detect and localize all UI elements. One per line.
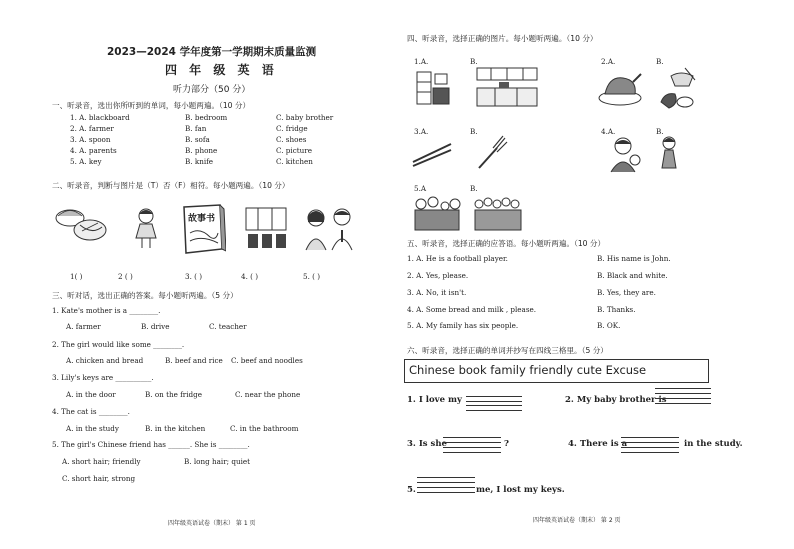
s6-q5-line-1 <box>417 477 475 478</box>
section-2-heading: 二、听录音，判断与图片是（T）否（F）相符。每小题两遍。（10 分） <box>52 181 290 190</box>
s3-q5-c: C. short hair, strong <box>62 474 136 483</box>
s1-row-2-a: 2. A. farmer <box>70 124 114 133</box>
exam-title: 2023—2024 学年度第一学期期末质量监测 <box>107 46 317 58</box>
s4-4b-label: B. <box>656 127 664 136</box>
s5-row-3-a: 3. A. No, it isn't. <box>407 288 467 297</box>
s5-row-4-a: 4. A. Some bread and milk , please. <box>407 305 537 314</box>
s5-row-2-b: B. Black and white. <box>597 271 668 280</box>
s6-q1-text: 1. I love my <box>407 395 462 405</box>
s1-row-4-a: 4. A. parents <box>70 146 117 155</box>
s6-q5-answer-line[interactable] <box>417 487 475 488</box>
word-bank: Chinese book family friendly cute Excuse <box>409 363 647 377</box>
s1-row-3-c: C. shoes <box>276 135 307 144</box>
s1-row-3-a: 3. A. spoon <box>70 135 111 144</box>
s3-q4-a: A. in the study <box>66 424 119 433</box>
right-page <box>397 0 794 549</box>
section-4-heading: 四、听录音，选择正确的图片。每小题听两遍。（10 分） <box>407 34 598 43</box>
s1-row-1-a: 1. A. blackboard <box>70 113 130 122</box>
s4-2b-label: B. <box>656 57 664 66</box>
s3-q1-a: A. farmer <box>66 322 101 331</box>
s2-blank-5[interactable]: 5. ( ) <box>303 272 321 281</box>
s5-row-1-a: 1. A. He is a football player. <box>407 254 508 263</box>
s6-q4-line-2 <box>621 442 679 443</box>
s6-q4-text: 4. There is a <box>568 439 628 449</box>
s1-row-1-c: C. baby brother <box>276 113 334 122</box>
section-6-heading: 六、听录音，选择正确的单词并抄写在四线三格里。（5 分） <box>407 346 608 355</box>
s6-q2-line-1 <box>655 388 711 389</box>
s3-q5: 5. The girl's Chinese friend has ______. She is ________. <box>52 440 250 449</box>
s2-blank-1[interactable]: 1( ) <box>70 272 83 281</box>
s1-row-5-c: C. kitchen <box>276 157 313 166</box>
s3-q3: 3. Lily's keys are __________. <box>52 373 154 382</box>
s4-5a-label: 5.A <box>414 184 427 193</box>
right-footer: 四年级英语试卷（期末） 第 2 页 <box>533 517 621 524</box>
s6-q4-line-1 <box>621 437 679 438</box>
s3-q3-b: B. on the fridge <box>145 390 202 399</box>
s6-q1-line-1 <box>466 396 522 397</box>
s3-q2-c: C. beef and noodles <box>231 356 303 365</box>
s6-q4-end: in the study. <box>684 439 743 449</box>
s1-row-5-a: 5. A. key <box>70 157 102 166</box>
s6-q5-line-2 <box>417 482 475 483</box>
s3-q1-c: C. teacher <box>209 322 247 331</box>
s2-blank-4[interactable]: 4. ( ) <box>241 272 259 281</box>
s1-row-2-b: B. fan <box>185 124 207 133</box>
s3-q4-c: C. in the bathroom <box>230 424 299 433</box>
s6-q3-end: ? <box>504 439 509 449</box>
s4-3a-label: 3.A. <box>414 127 429 136</box>
girl-picture <box>132 206 162 250</box>
s1-row-3-b: B. sofa <box>185 135 210 144</box>
s3-q3-a: A. in the door <box>66 390 116 399</box>
s6-q5-end: me, I lost my keys. <box>476 485 565 495</box>
storybook-label: 故事书 <box>188 214 216 224</box>
family-of-six-picture <box>473 194 523 232</box>
food-bowls-picture <box>52 203 110 243</box>
storybook-picture <box>180 203 226 255</box>
section-3-heading: 三、听对话，选出正确的答案。每小题听两遍。（5 分） <box>52 291 238 300</box>
family-of-four-picture <box>413 194 461 232</box>
listening-title: 听力部分（50 分） <box>173 85 251 95</box>
s6-q2-text: 2. My baby brother is <box>565 395 667 405</box>
s3-q2: 2. The girl would like some ________. <box>52 340 185 349</box>
chicken-dish-picture <box>597 68 643 108</box>
s4-1a-label: 1.A. <box>414 57 429 66</box>
s3-q2-a: A. chicken and bread <box>66 356 144 365</box>
s6-q2-line-2 <box>655 393 711 394</box>
bedroom-picture <box>415 68 451 108</box>
s6-q1-line-2 <box>466 401 522 402</box>
s4-3b-label: B. <box>470 127 478 136</box>
s3-q5-a: A. short hair; friendly <box>62 457 141 466</box>
kitchen-picture <box>475 66 539 108</box>
fork-picture <box>475 134 509 172</box>
s4-5b-label: B. <box>470 184 478 193</box>
left-footer: 四年级英语试卷（期末） 第 1 页 <box>168 520 256 527</box>
s1-row-4-b: B. phone <box>185 146 218 155</box>
s6-q3-line-4 <box>443 452 501 453</box>
girl-standing-picture <box>657 134 681 172</box>
chopsticks-picture <box>411 140 453 168</box>
s1-row-1-b: B. bedroom <box>185 113 228 122</box>
s3-q3-c: C. near the phone <box>235 390 301 399</box>
s3-q4-b: B. in the kitchen <box>145 424 206 433</box>
s6-q3-answer-line[interactable] <box>443 447 501 448</box>
s1-row-2-c: C. fridge <box>276 124 308 133</box>
s3-q1: 1. Kate's mother is a ________. <box>52 306 161 315</box>
boy-eating-picture <box>603 134 643 174</box>
s6-q5-text: 5. <box>407 485 416 495</box>
s6-q3-text: 3. Is she <box>407 439 447 449</box>
s3-q1-b: B. drive <box>141 322 170 331</box>
section-5-heading: 五、听录音，选择正确的应答语。每小题听两遍。（10 分） <box>407 239 606 248</box>
s3-q2-b: B. beef and rice <box>165 356 223 365</box>
s6-q1-answer-line[interactable] <box>466 405 522 406</box>
s5-row-1-b: B. His name is John. <box>597 254 671 263</box>
s6-q4-line-4 <box>621 452 679 453</box>
s3-q5-b: B. long hair; quiet <box>184 457 251 466</box>
s4-1b-label: B. <box>470 57 478 66</box>
s2-blank-2[interactable]: 2 ( ) <box>118 272 133 281</box>
s4-4a-label: 4.A. <box>601 127 616 136</box>
s1-row-4-c: C. picture <box>276 146 312 155</box>
s5-row-4-b: B. Thanks. <box>597 305 636 314</box>
s2-blank-3[interactable]: 3. ( ) <box>185 272 203 281</box>
classroom-picture <box>244 206 288 252</box>
s4-2a-label: 2.A. <box>601 57 616 66</box>
subject-title: 四 年 级 英 语 <box>165 63 278 77</box>
section-1-heading: 一、听录音，选出你所听到的单词，每小题两遍。（10 分） <box>52 101 251 110</box>
parents-picture <box>302 206 358 252</box>
s6-q2-answer-line[interactable] <box>655 398 711 399</box>
s1-row-5-b: B. knife <box>185 157 214 166</box>
s5-row-3-b: B. Yes, they are. <box>597 288 656 297</box>
s6-q5-line-4 <box>417 492 475 493</box>
s5-row-5-a: 5. A. My family has six people. <box>407 321 519 330</box>
s6-q2-line-4 <box>655 403 711 404</box>
noodle-bowl-picture <box>655 66 699 110</box>
s3-q4: 4. The cat is ________. <box>52 407 130 416</box>
s5-row-5-b: B. OK. <box>597 321 621 330</box>
s6-q3-line-2 <box>443 442 501 443</box>
s5-row-2-a: 2. A. Yes, please. <box>407 271 469 280</box>
s6-q1-line-4 <box>466 410 522 411</box>
s6-q4-answer-line[interactable] <box>621 447 679 448</box>
s6-q3-line-1 <box>443 437 501 438</box>
